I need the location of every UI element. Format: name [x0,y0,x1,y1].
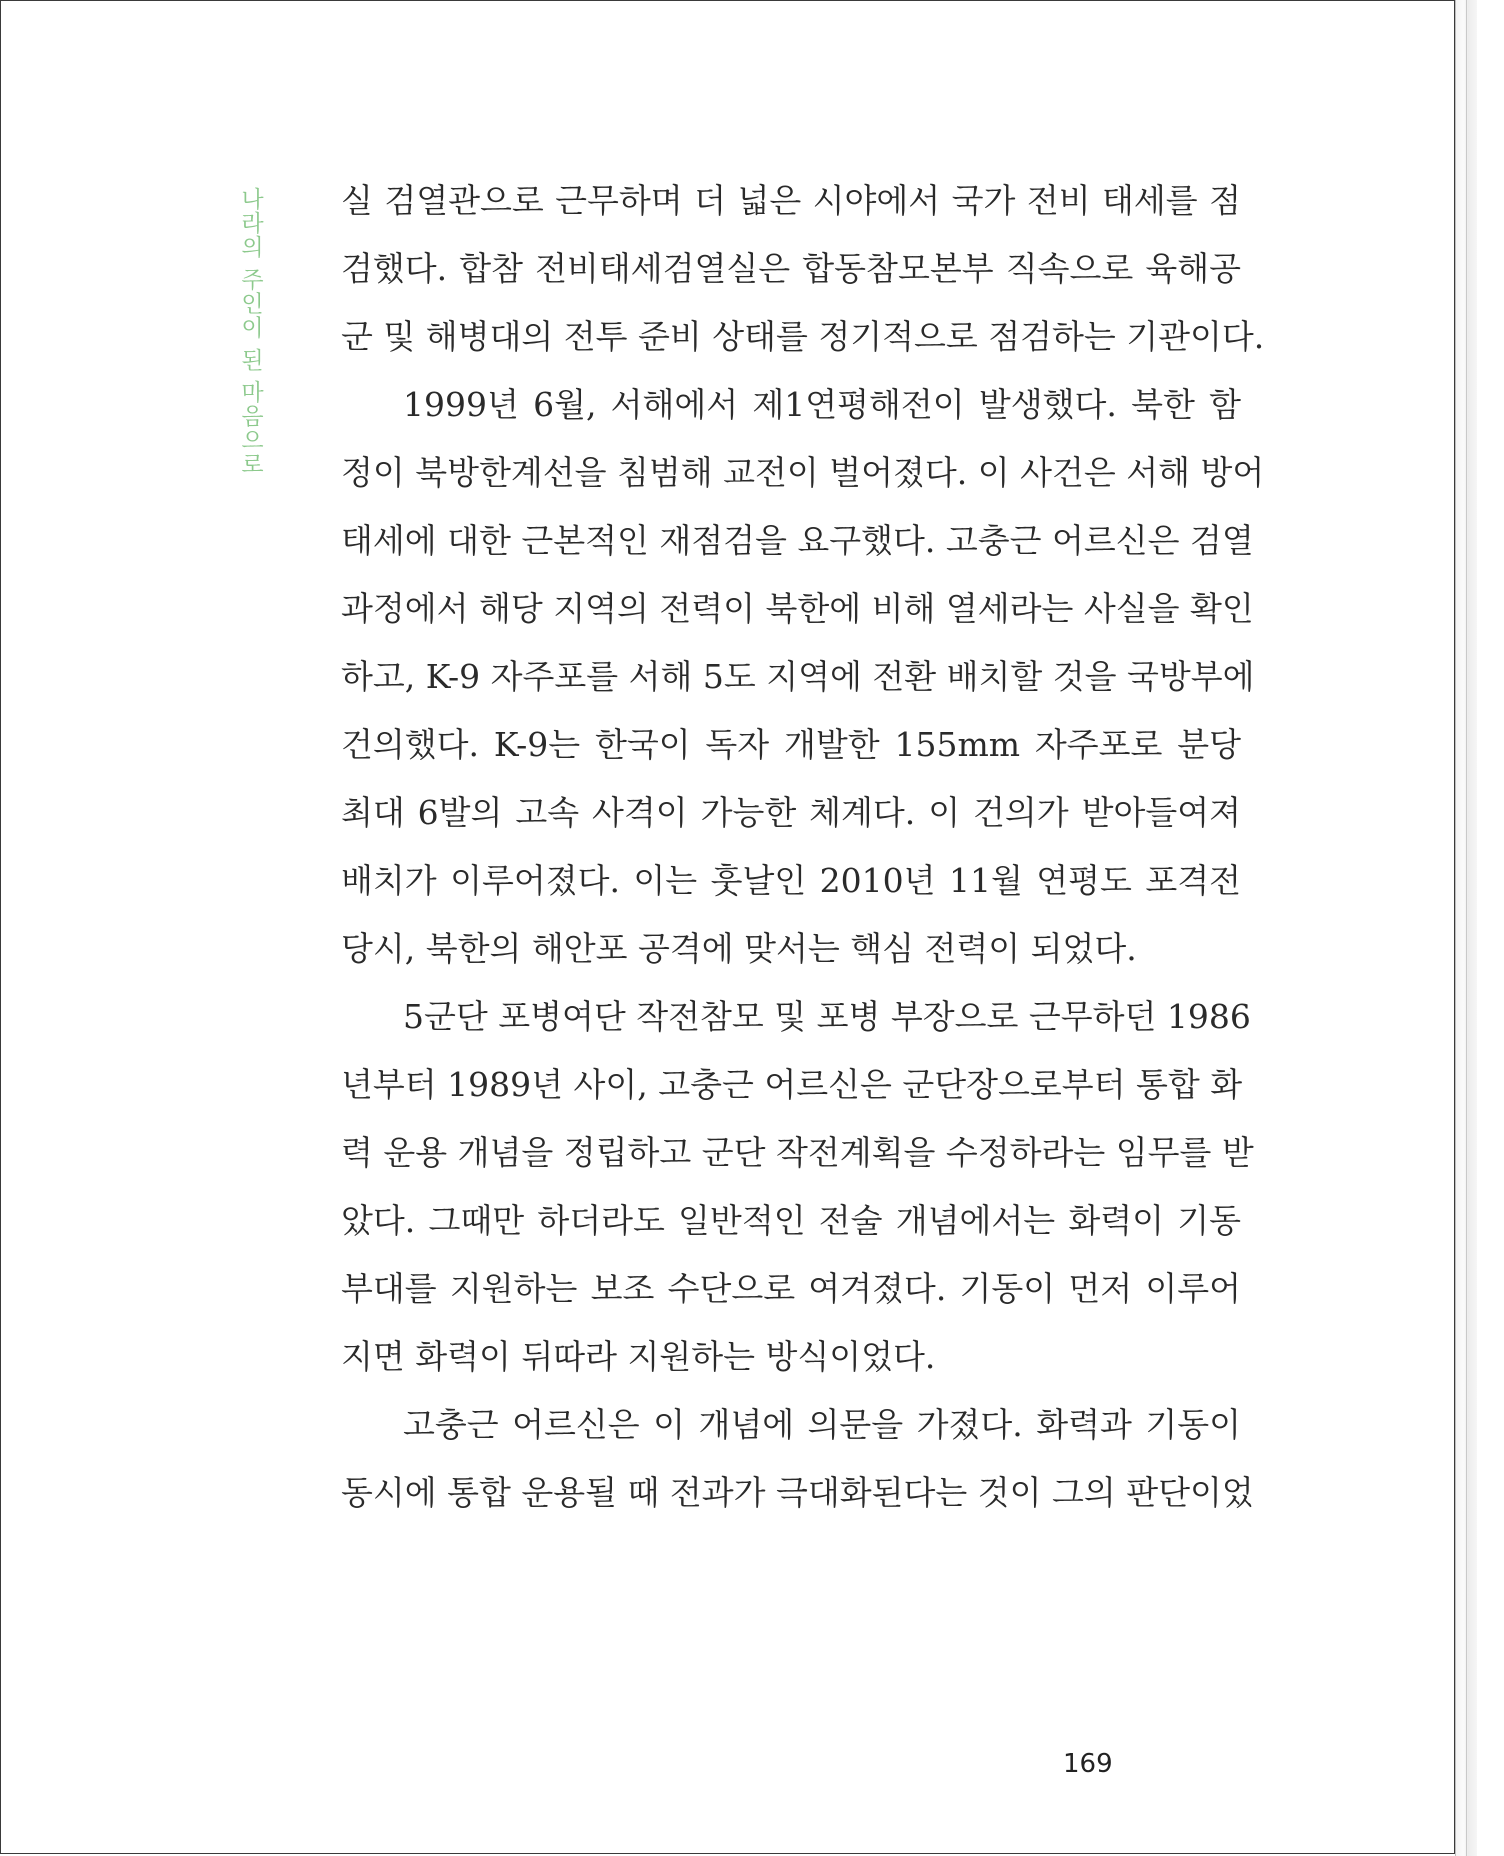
text-line: 았다. 그때만 하더라도 일반적인 전술 개념에서는 화력이 기동 [341,1201,1241,1240]
text-line: 력 운용 개념을 정립하고 군단 작전계획을 수정하라는 임무를 받 [341,1133,1254,1172]
text-line: 실 검열관으로 근무하며 더 넓은 시야에서 국가 전비 태세를 점 [341,181,1241,220]
body-text [341,167,1265,1527]
text-line: 지면 화력이 뒤따라 지원하는 방식이었다. [341,1337,936,1376]
text-line: 정이 북방한계선을 침범해 교전이 벌어졌다. 이 사건은 서해 방어 [341,453,1265,492]
text-line: 당시, 북한의 해안포 공격에 맞서는 핵심 전력이 되었다. [341,929,1137,968]
text-line: 5군단 포병여단 작전참모 및 포병 부장으로 근무하던 1986 [403,997,1251,1036]
text-line: 최대 6발의 고속 사격이 가능한 체계다. 이 건의가 받아들여져 [341,793,1241,832]
text-line: 동시에 통합 운용될 때 전과가 극대화된다는 것이 그의 판단이었 [341,1473,1254,1512]
text-line: 태세에 대한 근본적인 재점검을 요구했다. 고충근 어르신은 검열 [341,521,1254,560]
text-line: 고충근 어르신은 이 개념에 의문을 가졌다. 화력과 기동이 [403,1405,1241,1444]
text-line: 배치가 이루어졌다. 이는 훗날인 2010년 11월 연평도 포격전 [341,861,1241,900]
running-head: 나라의 주인이 된 마음으로 [237,187,263,476]
text-line: 년부터 1989년 사이, 고충근 어르신은 군단장으로부터 통합 화 [341,1065,1243,1104]
text-line: 건의했다. K-9는 한국이 독자 개발한 155mm 자주포로 분당 [341,725,1241,764]
page-number: 169 [1063,1749,1113,1779]
page-stack-edge [1455,0,1477,1856]
text-line: 군 및 해병대의 전투 준비 상태를 정기적으로 점검하는 기관이다. [341,317,1265,356]
text-line: 1999년 6월, 서해에서 제1연평해전이 발생했다. 북한 함 [403,385,1241,424]
text-line: 과정에서 해당 지역의 전력이 북한에 비해 열세라는 사실을 확인 [341,589,1254,628]
text-line: 검했다. 합참 전비태세검열실은 합동참모본부 직속으로 육해공 [341,249,1241,288]
text-line: 부대를 지원하는 보조 수단으로 여겨졌다. 기동이 먼저 이루어 [341,1269,1241,1308]
text-line: 하고, K-9 자주포를 서해 5도 지역에 전환 배치할 것을 국방부에 [341,657,1255,696]
